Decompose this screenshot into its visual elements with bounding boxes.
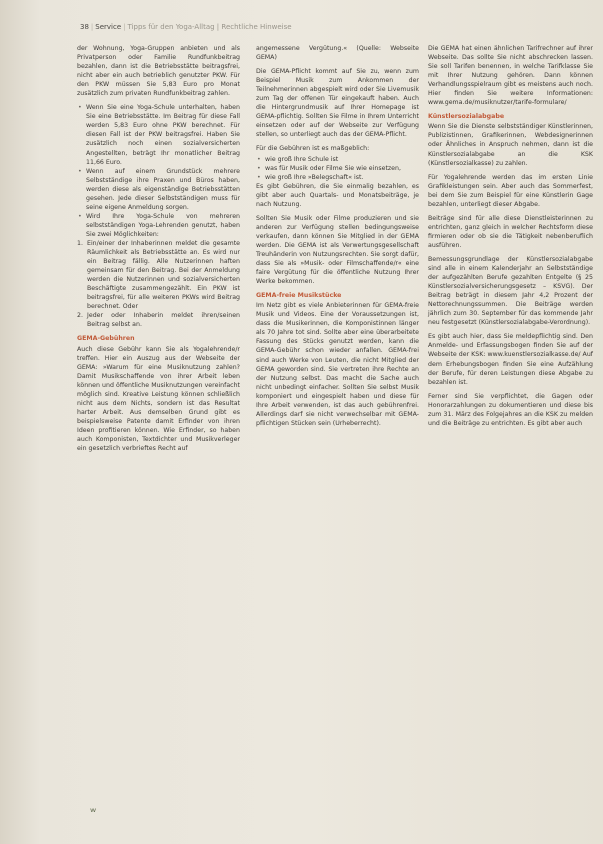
numbered-item-text: Jeder oder Inhaberin meldet ihren/seinen Beitrag selbst an. <box>87 312 240 329</box>
section-heading: GEMA-Gebühren <box>77 335 135 343</box>
header-separator: | <box>123 23 126 31</box>
header-separator: | <box>90 23 94 31</box>
page-number: 38 <box>80 23 89 31</box>
bullet-item: • Wird Ihre Yoga-Schule von mehreren selbstständigen Yoga-Lehrenden genutzt, haben Sie zwei Möglichkeiten: <box>86 212 240 239</box>
numbered-item <box>77 311 240 329</box>
running-header <box>80 23 580 31</box>
paragraph: Für Yogalehrende werden das im ersten Linie Grafikleistungen sein. Aber auch das Sommerfest, bei dem Sie zum Beispiel für eine Künstlerin Gage bezahlen, unterliegt dieser Abgabe. <box>428 173 593 208</box>
bullet-item: • was für Musik oder Filme Sie wie einsetzen, <box>265 164 419 173</box>
numbered-item <box>77 239 240 311</box>
numbered-list <box>77 239 240 329</box>
paragraph: Für die Gebühren ist es maßgeblich: <box>256 145 370 153</box>
text-column-left <box>77 44 240 458</box>
bullet-item: • wie groß Ihre Schule ist <box>265 155 419 164</box>
paragraph: Es gibt auch hier, dass Sie meldepflichtig sind. Den Anmelde- und Erfassungsbogen finden Sie auf der Webseite der KSK: www.kuenstlersozialkasse.de/ Auf dem Erhebungsbogen finden Sie eine Aufzählung der Berufe, für deren Leistungen diese Abgabe zu bezahlen ist. <box>428 333 593 386</box>
paragraph: angemessene Vergütung.« (Quelle: Webseite GEMA) <box>256 45 419 62</box>
bullet-item: • Wenn Sie eine Yoga-Schule unterhalten, haben Sie eine Betriebsstätte. Im Beitrag für diese Fall werden 5,83 Euro ohne PKW berechnet. Für diesen Fall ist der PKW beitragsfrei. Haben Sie zusätzlich noch einen sozialversicherten Angestellten, beträgt Ihr monatlicher Beitrag 11,66 Euro. <box>86 103 240 166</box>
bullet-list <box>77 103 240 239</box>
paragraph: Die GEMA-Pflicht kommt auf Sie zu, wenn zum Beispiel Musik zum Ankommen der Teilnehmerinnen abgespielt wird oder Sie Livemusik zum Tag der offenen Tür eingekauft haben. Auch die Hintergrundmusik auf Ihrer Homepage ist GEMA-pflichtig. Sollten Sie Filme in Ihrem Unterricht einsetzen oder auf der Webseite zur Verfügung stellen, so unterliegt auch das der GEMA-Pflicht. <box>256 68 419 139</box>
paragraph: Im Netz gibt es viele Anbieterinnen für GEMA-freie Musik und Videos. Eine der Voraussetzungen ist, dass die Musikerinnen, die Komponistinnen länger als 70 Jahre tot sind. Sollte aber eine überarbeitete Fassung des Stücks genutzt werden, kann die GEMA-Gebühr schon wieder anfallen. GEMA-frei sind auch Werke von Leuten, die nicht Mitglied der GEMA geworden sind. Sie vertreten ihre Rechte an der Nutzung selbst. Das macht die Sache auch nicht unbedingt einfacher. Sollten Sie selbst Musik komponiert und eingespielt haben und diese für Ihre Arbeit verwenden, ist das auch gebührenfrei. Allerdings darf sie nicht verwechselbar mit GEMA-pflichtigen Stücken sein (Urheberrecht). <box>256 302 419 427</box>
header-subtitle: Tipps für den Yoga-Alltag | Rechtliche Hinweise <box>127 23 292 31</box>
bullet-item: • wie groß Ihre »Belegschaft« ist. <box>265 173 419 182</box>
text-column-right <box>428 44 593 433</box>
item-number: 2. <box>77 312 83 320</box>
header-section: Service <box>95 23 122 31</box>
paragraph: Sollten Sie Musik oder Filme produzieren und sie anderen zur Verfügung stellen bedingungsweise verkaufen, dann können Sie Mitglied in der GEMA werden. Die GEMA ist als Verwertungsgesellschaft Treuhänderin von Nutzungsrechten. Sie sorgt dafür, dass Sie als »Musik- oder Filmschaffende/r« eine faire Vergütung für die öffentliche Nutzung Ihrer Werke bekommen. <box>256 214 419 286</box>
numbered-item-text: Ein/einer der Inhaberinnen meldet die gesamte Räumlichkeit als Betriebsstätte an. Es wird nur ein Beitrag fällig. Alle Nutzerinnen haften gemeinsam für den Beitrag. Bei der Anmeldung werden die Nutzerinnen und sozialversicherten Beschäftigte zusammengezählt. Ein PKW ist beitragsfrei, für alle weiteren PKWs wird Beitrag berechnet. Oder <box>87 239 240 311</box>
paragraph: Die GEMA hat einen ähnlichen Tarifrechner auf ihrer Webseite. Das sollte Sie nicht abschrecken lassen. Sie soll Tarifen benennen, in welche Tarifklasse Sie mit Ihrer Nutzung gehören. Dann können Verhandlungsspielraum gibt es meistens auch noch. Hier finden Sie weitere Informationen: www.gema.de/musiknutzer/tarife-formulare/ <box>428 45 593 107</box>
margin-mark: ʷ <box>90 805 97 819</box>
bullet-list <box>256 155 419 182</box>
paragraph: der Wohnung, Yoga-Gruppen anbieten und als Privatperson oder Familie Rundfunkbeitrag bezahlen, dann ist die Betriebsstätte beitragsfrei, nicht aber ein auch betrieblich genutzter PKW. Für den PKW müssen Sie 5,83 Euro pro Monat zusätzlich zum privaten Rundfunkbeitrag zahlen. <box>77 45 240 98</box>
text-column-middle <box>256 44 419 433</box>
paragraph: Bemessungsgrundlage der Künstlersozialabgabe sind alle in einem Kalenderjahr an Selbstständige der aufgezählten Berufe gezahlten Entgelte (§ 25 Künstlersozialversicherungsgesetz – KSVG). Der Beitrag beträgt in diesem Jahr 4,2 Prozent der Nettorechnungssummen. Die Beiträge werden jährlich zum 30. September für das kommende Jahr neu festgesetzt (Künstlersozialabgabe-Verordnung). <box>428 255 593 327</box>
paragraph: Beiträge sind für alle diese Dienstleisterinnen zu entrichten, ganz gleich in welcher Rechtsform diese firmieren oder ob sie die Tätigkeit nebenberuflich ausführen. <box>428 214 593 249</box>
item-number: 1. <box>77 239 83 247</box>
paragraph: Auch diese Gebühr kann Sie als Yogalehrende/r treffen. Hier ein Auszug aus der Webseite der GEMA: »Warum für eine Musiknutzung zahlen? Damit Musikschaffende von ihrer Arbeit leben können und öffentliche Musiknutzungen vereinfacht möglich sind. Kreative Leistung können schließlich nicht aus dem Nichts, sondern ist das Resultat harter Arbeit. Aus demselben Grund gibt es beispielsweise Patente damit Erfinder von ihren Ideen profitieren können. Wie Erfinder, so haben auch Komponisten, Textdichter und Musikverleger ein gesetzlich verbrieftes Recht auf <box>77 345 240 453</box>
paragraph: Ferner sind Sie verpflichtet, die Gagen oder Honorarzahlungen zu dokumentieren und diese bis zum 31. März des Folgejahres an die KSK zu melden und die Beiträge zu entrichten. Es gibt aber auch <box>428 392 593 427</box>
section-heading: GEMA-freie Musikstücke <box>256 292 342 300</box>
paragraph: Wenn Sie die Dienste selbstständiger Künstlerinnen, Publizistinnen, Grafikerinnen, Webdesignerinnen oder Ähnliches in Anspruch nehmen, dann ist die Künstlersozialabgabe an die KSK (Künstlersozialkasse) zu zahlen. <box>428 123 593 167</box>
paragraph: Es gibt Gebühren, die Sie einmalig bezahlen, es gibt aber auch Quartals- und Monatsbeiträge, je nach Nutzung. <box>256 182 419 208</box>
section-heading: Künstlersozialabgabe <box>428 113 505 121</box>
bullet-item: • Wenn auf einem Grundstück mehrere Selbstständige ihre Praxen und Büros haben, werden diese als eigenständige Betriebsstätten gesehen. Jede dieser Selbstständigen muss für seine eigene Anmeldung sorgen. <box>86 167 240 212</box>
